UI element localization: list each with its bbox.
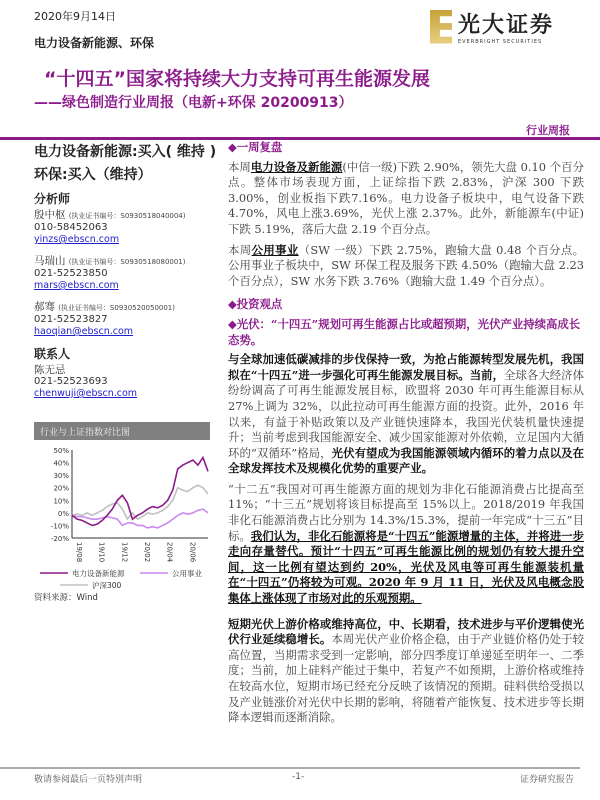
analyst-email[interactable]: yinzs@ebscn.com <box>34 234 120 245</box>
logo-en: EVERBRIGHT SECURITIES <box>458 39 543 45</box>
para-pv-1 <box>228 352 584 477</box>
analyst-license: (执业证书编号：S0930520050001) <box>58 304 175 312</box>
page-title: “十四五”国家将持续大力支持可再生能源发展 <box>44 68 430 90</box>
analyst-card <box>34 301 218 338</box>
t: “十二五”我国对可再生能源方面的规划为非化石能源消费占比提高至 11%；“十三五”规划将该目标提高至 15%以上。2018/2019 年我国非化石能源消费占比分别为 14.3%/15.3%，提前一年完成“十三五”目标。 <box>228 481 584 543</box>
sector-label: 电力设备新能源、环保 <box>34 36 155 50</box>
analyst-email[interactable]: mars@ebscn.com <box>34 280 119 291</box>
analyst-license: (执业证书编号：S0930518040004) <box>68 212 186 220</box>
analyst-phone: 021-52523827 <box>34 314 108 325</box>
contact-heading: 联系人 <box>34 347 71 361</box>
analyst-name: 郝骞 <box>34 301 55 313</box>
y-tick-label: 0% <box>57 509 69 518</box>
company-logo <box>430 8 554 45</box>
chart-title: 行业与上证指数对比图 <box>34 422 210 440</box>
y-tick-label: 20% <box>53 484 69 493</box>
left-sidebar <box>34 142 218 400</box>
t: 本周 <box>228 242 252 257</box>
contact-email[interactable]: chenwuji@ebscn.com <box>34 388 138 399</box>
analyst-card <box>34 255 218 292</box>
t: 短期光伏上游价格或维持高位，中、长期看，技术进步与平价逻辑使光伏行业延续稳增长。 <box>228 616 584 647</box>
y-tick-label: 40% <box>53 459 69 468</box>
contact-name: 陈无忌 <box>34 364 66 376</box>
y-tick-label: 50% <box>53 447 69 455</box>
footer-divider <box>0 767 580 769</box>
para-utilities <box>228 243 584 290</box>
section-investment-view: ◆投资观点 <box>228 297 283 312</box>
utilities-link[interactable]: 公用事业 <box>251 242 299 257</box>
t: 本周 <box>228 159 251 174</box>
page-number: -1- <box>292 772 305 782</box>
y-tick-label: 30% <box>53 472 69 481</box>
report-type: 行业周报 <box>526 124 570 137</box>
analyst-phone: 021-52523850 <box>34 268 108 279</box>
page-subtitle: ——绿色制造行业周报（电新+环保 20200913） <box>34 95 353 111</box>
t: 与全球加速低碳减排的步伐保持一致，为抢占能源转型发展先机，我国拟在“十四五”进一步强化可再生能源发展目标。当前， <box>228 352 584 382</box>
contact-card <box>34 364 218 400</box>
analyst-heading: 分析师 <box>34 192 71 206</box>
footer-label: 证券研究报告 <box>520 775 575 785</box>
contact-phone: 021-52523693 <box>34 376 108 387</box>
analyst-phone: 010-58452063 <box>34 222 108 233</box>
legend-label: 电力设备新能源 <box>72 569 125 578</box>
rating-env: 环保:买入（维持） <box>34 167 152 183</box>
logo-mark-icon <box>430 10 452 44</box>
main-content <box>228 140 584 731</box>
para-pv-2 <box>228 482 584 607</box>
para-pv-3 <box>228 617 584 726</box>
para-power <box>228 160 584 238</box>
y-tick-label: 10% <box>53 497 69 506</box>
t: 本周光伏产业价格企稳，由于产业链价格仍处于较高位置，当期需求受到一定影响，部分四季度订单递延至明年一、二季度；当前，加上硅料产能过于集中，若复产不如预期，上游价格或维持在较高水位，短期市场已经充分反映了该情况的预期。硅料供给受损以及产业链涨价对光伏中长期的影响，将随着产能恢复、技术进步等长期降本逻辑而逐渐消除。 <box>228 632 584 725</box>
x-tick-label: 20/06 <box>188 542 197 563</box>
t: 全球各大经济体纷纷调高了可再生能源发展目标，欧盟将 2030 年可再生能源目标从 27%上调为 32%，以此拉动可再生能源方面的投资。此外，2016 年以来，有益于补贴政策以及产业链快速降本，我国光伏装机量快速提升；当前考虑到我国能源安全、减少国家能源对外依赖，立足国内大循环的“双循环”格局， <box>228 367 584 460</box>
analyst-email[interactable]: haoqian@ebscn.com <box>34 326 134 337</box>
x-tick-label: 19/08 <box>75 542 83 563</box>
y-tick-label: -20% <box>50 535 69 543</box>
rating-power: 电力设备新能源:买入( 维持 ) <box>34 144 217 160</box>
t: (中信一级)下跌 2.90%，领先大盘 0.10 个百分点。整体市场表现方面，上证综指下跌 2.83%，沪深 300 下跌 3.00%，创业板指下跌7.16%。电力设备子板块中，电气设备下跌4.70%，风电上涨3.69%，光伏上涨 2.37%。此外，新能源车(中证)下跌 5.19%，落后大盘 2.19 个百分点。 <box>228 159 584 236</box>
t: 我们认为，非化石能源将是“十四五”能源增量的主体，并将进一步走向存量替代。预计“十四五”可再生能源比例的规划仍有较大提升空间，这一比例有望达到约 20%，光伏及风电等可再生能源装机量在“十四五”仍将较为可观。2020 年 9 月 11 日，光伏及风电概念股集体上涨体现了市场对此的乐观预期。 <box>228 528 584 606</box>
pv-heading: ◆光伏：“十四五”规划可再生能源占比或超预期，光伏产业持续高成长态势。 <box>228 316 581 347</box>
footer-disclaimer: 敬请参阅最后一页特别声明 <box>34 775 143 785</box>
legend-label: 沪深300 <box>92 581 122 590</box>
t: 光伏有望成为我国能源领域内循环的着力点以及在全球发挥技术及规模化优势的重要产业。 <box>228 445 584 476</box>
power-link[interactable]: 电力设备及新能源 <box>250 159 343 174</box>
analyst-name: 殷中枢 <box>34 209 66 221</box>
x-tick-label: 20/04 <box>165 542 174 563</box>
legend-label: 公用事业 <box>172 569 202 578</box>
x-tick-label: 20/02 <box>143 542 151 563</box>
y-tick-label: -10% <box>50 522 69 531</box>
analyst-name: 马瑞山 <box>34 255 66 267</box>
section-weekly-review: ◆一周复盘 <box>228 140 283 154</box>
analyst-card <box>34 209 218 246</box>
t: （SW 一级）下跌 2.75%，跑输大盘 0.48 个百分点。公用事业子板块中，SW 环保工程及服务下跌 4.50%（跑输大盘 2.23 个百分点），SW 水务下跌 3.76%（跑输大盘 1.49 个百分点）。 <box>228 242 584 288</box>
x-tick-label: 19/12 <box>120 542 129 563</box>
comparison-chart <box>30 442 220 602</box>
report-date: 2020年9月14日 <box>34 10 116 23</box>
analyst-license: (执业证书编号：S0930518080001) <box>68 258 186 266</box>
x-tick-label: 19/10 <box>97 542 106 563</box>
chart-source: 资料来源：Wind <box>34 593 98 602</box>
logo-cn: 光大证券 <box>458 12 555 38</box>
